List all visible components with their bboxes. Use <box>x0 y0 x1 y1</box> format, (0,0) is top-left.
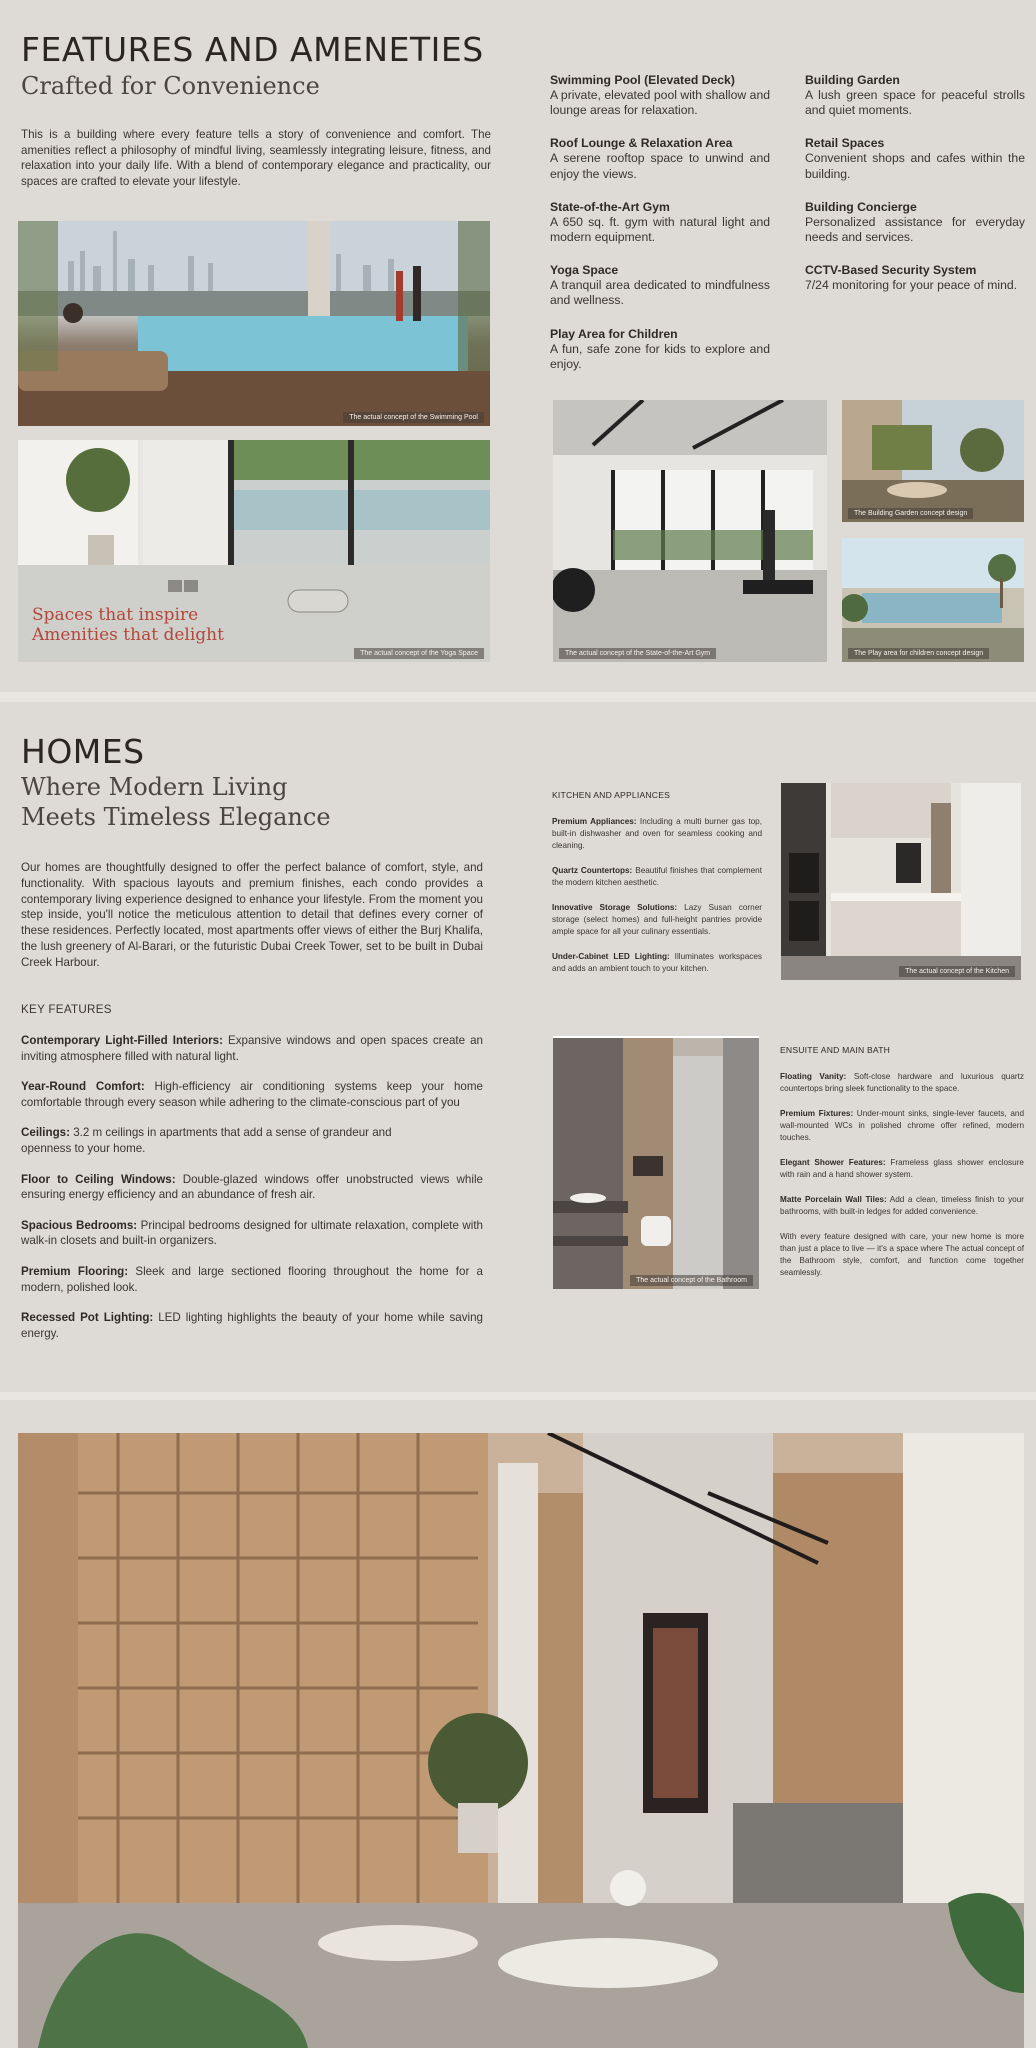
gym-photo <box>553 400 827 662</box>
kitchen-item <box>552 816 762 852</box>
feature-item <box>805 136 1025 181</box>
kitchen-item-desc: Beautiful finishes that complement the modern kitchen aesthetic. <box>552 866 762 887</box>
homes-title: HOMES <box>21 732 145 771</box>
key-feature-desc: 3.2 m ceilings in apartments that add a sense of grandeur and openness to your home. <box>21 1126 392 1155</box>
kitchen-heading: KITCHEN AND APPLIANCES <box>552 790 671 800</box>
key-feature-desc: LED lighting highlights the beauty of your home while saving energy. <box>21 1311 483 1340</box>
kitchen-item-name: Quartz Countertops: <box>552 866 633 875</box>
feature-item <box>550 136 770 181</box>
play-caption: The Play area for children concept design <box>848 648 989 659</box>
feature-desc: A serene rooftop space to unwind and enjoy the views. <box>550 151 770 181</box>
feature-item <box>550 327 770 372</box>
feature-name: CCTV-Based Security System <box>805 263 977 278</box>
yoga-overlay-line: Spaces that inspire <box>32 605 199 625</box>
feature-name: Yoga Space <box>550 263 619 278</box>
feature-desc: A 650 sq. ft. gym with natural light and modern equipment. <box>550 214 770 245</box>
lobby-illustration <box>18 1433 1024 2048</box>
key-feature-desc: Double-glazed windows offer unobstructed views while ensuring energy efficiency and an abundance of fresh air. <box>21 1172 483 1202</box>
bathroom-caption: The actual concept of the Bathroom <box>630 1275 753 1286</box>
kitchen-item-name: Under-Cabinet LED Lighting: <box>552 952 670 961</box>
key-features-heading: KEY FEATURES <box>21 1003 112 1016</box>
key-feature-item <box>21 1218 483 1249</box>
swimming-pool-photo <box>18 221 490 426</box>
feature-item <box>805 73 1025 118</box>
bath-item-desc: Under-mount sinks, single-lever faucets, and wall-mounted WCs in polished chrome offer refined, modern touches. <box>780 1109 1024 1142</box>
yoga-caption: The actual concept of the Yoga Space <box>354 648 484 659</box>
kitchen-item <box>552 865 762 889</box>
key-feature-item <box>21 1310 483 1341</box>
kitchen-illustration <box>781 783 1021 980</box>
bath-item-name: Floating Vanity: <box>780 1072 847 1081</box>
homes-subtitle-line: Where Modern Living <box>21 773 288 801</box>
bath-item <box>780 1071 1024 1095</box>
bath-heading: ENSUITE AND MAIN BATH <box>780 1045 891 1055</box>
feature-item <box>805 263 1025 293</box>
kitchen-item-desc: Including a multi burner gas top, built-in dishwasher and oven for seamless cooking and cleaning. <box>552 817 762 850</box>
kitchen-item <box>552 951 762 975</box>
feature-desc: A private, elevated pool with shallow and lounge areas for relaxation. <box>550 88 770 118</box>
feature-name: Roof Lounge & Relaxation Area <box>550 136 733 151</box>
bath-item-desc: Frameless glass shower enclosure with rain and a hand shower system. <box>780 1158 1024 1179</box>
yoga-overlay-line: Amenities that delight <box>32 625 224 645</box>
gym-illustration <box>553 400 827 662</box>
bathroom-illustration <box>553 1036 759 1289</box>
garden-caption: The Building Garden concept design <box>848 508 973 519</box>
feature-item <box>550 200 770 245</box>
homes-intro: Our homes are thoughtfully designed to offer the perfect balance of comfort, style, and functionality. With spacious layouts and premium finishes, each condo provides a contemporary living experience designed to enhance your lifestyle. From the moment you step inside, you'll notice the meticulous attention to detail that defines every corner of these residences. Perfectly located, most apartments offer views of either the Burj Khalifa, the lush greenery of Al-Barari, or the futuristic Dubai Creek Tower, set to be built in Dubai Creek Harbour. <box>21 861 483 969</box>
bath-item <box>780 1157 1024 1181</box>
bath-item-name: Matte Porcelain Wall Tiles: <box>780 1195 887 1204</box>
bath-item-desc: Add a clean, timeless finish to your bathrooms, with built-in ledges for added convenience. <box>780 1195 1025 1216</box>
feature-item <box>550 263 770 308</box>
play-area-photo <box>842 538 1024 662</box>
bath-item-name: Elegant Shower Features: <box>780 1158 886 1167</box>
pool-illustration <box>18 221 490 426</box>
feature-name: Retail Spaces <box>805 136 885 151</box>
bathroom-photo <box>553 1036 759 1289</box>
pool-caption: The actual concept of the Swimming Pool <box>343 412 484 423</box>
play-illustration <box>842 538 1024 662</box>
key-feature-item <box>21 1079 483 1110</box>
feature-name: State-of-the-Art Gym <box>550 199 670 214</box>
key-feature-item <box>21 1125 421 1156</box>
key-feature-name: Floor to Ceiling Windows: <box>21 1172 176 1186</box>
key-feature-name: Year-Round Comfort: <box>21 1080 145 1094</box>
bath-item <box>780 1108 1024 1144</box>
key-feature-item <box>21 1172 483 1203</box>
feature-desc: A tranquil area dedicated to mindfulness and wellness. <box>550 278 770 308</box>
homes-subtitle-line: Meets Timeless Elegance <box>21 803 331 831</box>
kitchen-item-name: Innovative Storage Solutions: <box>552 903 678 912</box>
kitchen-item-desc: Lazy Susan corner storage (select homes) and full-height pantries provide ample space for all your culinary essentials. <box>552 903 762 936</box>
key-features-list <box>21 1033 483 1356</box>
gym-caption: The actual concept of the State-of-the-Art Gym <box>559 648 716 659</box>
features-column-right <box>805 73 1025 311</box>
kitchen-caption: The actual concept of the Kitchen <box>899 966 1015 977</box>
key-feature-desc: Sleek and large sectioned flooring throughout the home for a modern, polished look. <box>21 1264 484 1294</box>
bath-item <box>780 1194 1024 1218</box>
feature-desc: A lush green space for peaceful strolls and quiet moments. <box>805 88 1025 118</box>
key-feature-desc: High-efficiency air conditioning systems keep your home comfortable through every season while adhering to the climate-conscious part of you <box>21 1080 483 1109</box>
bath-section <box>780 1045 1024 1292</box>
features-title: FEATURES AND AMENETIES <box>21 30 484 69</box>
key-feature-item <box>21 1264 483 1295</box>
feature-name: Swimming Pool (Elevated Deck) <box>550 73 735 87</box>
features-subtitle: Crafted for Convenience <box>21 72 320 100</box>
features-intro: This is a building where every feature tells a story of convenience and comfort. The amenities reflect a philosophy of mindful living, seamlessly integrating leisure, fitness, and relaxation into your daily life. With a blend of contemporary elegance and practicality, our spaces are crafted to elevate your lifestyle. <box>21 128 491 188</box>
key-feature-name: Contemporary Light-Filled Interiors: <box>21 1034 223 1047</box>
building-garden-photo <box>842 400 1024 522</box>
yoga-overlay-text <box>32 605 224 645</box>
homes-subtitle <box>21 772 331 832</box>
feature-desc: Convenient shops and cafes within the building. <box>805 151 1025 181</box>
feature-name: Play Area for Children <box>550 326 678 341</box>
yoga-space-photo <box>18 440 490 662</box>
kitchen-item-desc: Illuminates workspaces and adds an ambient touch to your kitchen. <box>552 952 762 973</box>
feature-item <box>805 200 1025 245</box>
feature-name: Building Concierge <box>805 199 917 214</box>
bath-item-desc: Soft-close hardware and luxurious quartz countertops bring sleek functionality to the space. <box>780 1072 1024 1093</box>
features-column-left <box>550 73 770 390</box>
feature-desc: A fun, safe zone for kids to explore and enjoy. <box>550 341 770 371</box>
key-feature-name: Ceilings: <box>21 1126 70 1140</box>
bath-item-name: Premium Fixtures: <box>780 1109 854 1118</box>
kitchen-item <box>552 902 762 938</box>
feature-name: Building Garden <box>805 73 900 87</box>
key-feature-name: Spacious Bedrooms: <box>21 1218 138 1232</box>
feature-desc: Personalized assistance for everyday needs and services. <box>805 214 1025 245</box>
kitchen-item-name: Premium Appliances: <box>552 817 637 826</box>
key-feature-desc: Principal bedrooms designed for ultimate relaxation, complete with walk-in closets and built-in organizers. <box>21 1218 484 1248</box>
key-feature-name: Premium Flooring: <box>21 1264 129 1278</box>
feature-desc: 7/24 monitoring for your peace of mind. <box>805 278 1018 293</box>
garden-illustration <box>842 400 1024 522</box>
feature-item <box>550 73 770 118</box>
kitchen-photo <box>781 783 1021 980</box>
kitchen-section <box>552 790 762 988</box>
bath-closing: With every feature designed with care, your new home is more than just a place to live — it's a space where The actual concept of the Bathroom style, comfort, and function come together seamlessly. <box>780 1232 1024 1277</box>
lobby-photo <box>18 1433 1024 2048</box>
key-feature-desc: Expansive windows and open spaces create an inviting atmosphere filled with natural light. <box>21 1034 484 1063</box>
key-feature-name: Recessed Pot Lighting: <box>21 1311 154 1325</box>
key-feature-item <box>21 1033 483 1064</box>
